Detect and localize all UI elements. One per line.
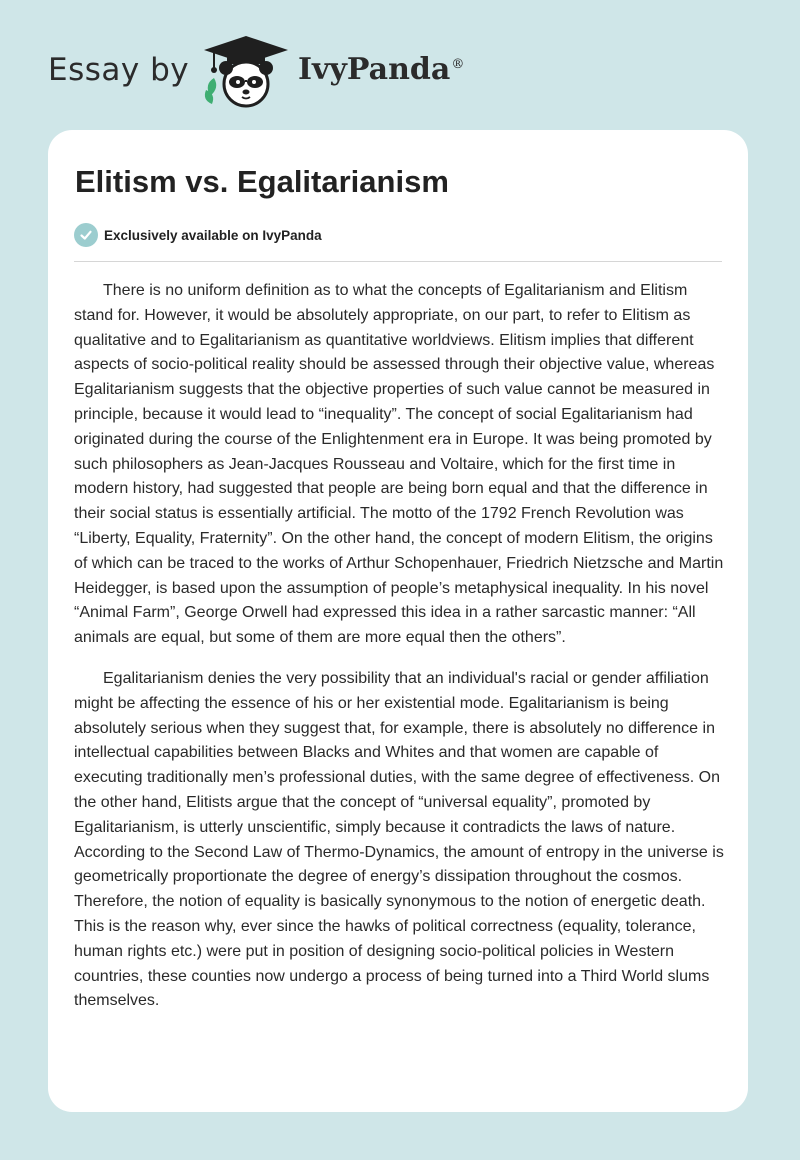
registered-mark: ® [451,57,465,72]
panda-graduate-logo-icon[interactable] [200,34,292,110]
exclusive-badge [74,222,322,248]
check-circle-icon [74,223,98,247]
badge-text: Exclusively available on IvyPanda [104,227,322,243]
essay-body [74,279,724,1030]
brand-prefix: Essay by [48,52,190,88]
essay-card [48,130,748,1112]
paragraph: Egalitarianism denies the very possibility that an individual's racial or gender affiliation might be affecting the essence of his or her existential mode. Egalitarianism is being absolutely serious when they suggest that, for example, there is absolutely no difference in intellectual capabilities between Blacks and Whites and that women are capable of executing traditionally men’s professional duties, with the same degree of effectiveness. On the other hand, Elitists argue that the concept of “universal equality”, promoted by Egalitarianism, is utterly unscientific, simply because it contradicts the laws of nature. According to the Second Law of Thermo-Dynamics, the amount of entropy in the universe is geometrically proportionate the degree of energy’s dissipation throughout the cosmos. Therefore, the notion of equality is basically synonymous to the notion of energetic death. This is the reason why, ever since the hawks of political correctness (equality, tolerance, human rights etc.) were put in position of designing socio-political policies in Western countries, these counties now undergo a process of being turned into a Third World slums themselves. [74,669,724,1010]
site-header [0,0,800,130]
brand-name[interactable]: IvyPanda® [298,52,465,87]
essay-title: Elitism vs. Egalitarianism [75,164,449,199]
divider [74,261,722,262]
paragraph: There is no uniform definition as to what the concepts of Egalitarianism and Elitism stand for. However, it would be absolutely appropriate, on our part, to refer to Elitism as qualitative and to Egalitarianism as quantitative worldviews. Elitism implies that different aspects of socio-political reality should be assessed through their objective value, whereas Egalitarianism suggests that the objective properties of such value cannot be measured in principle, because it would lead to “inequality”. The concept of social Egalitarianism had originated during the course of the Enlightenment era in Europe. It was being promoted by such philosophers as Jean-Jacques Rousseau and Voltaire, which for the first time in modern history, had suggested that people are being born equal and that the difference in their social status is essentially artificial. The motto of the 1792 French Revolution was “Liberty, Equality, Fraternity”. On the other hand, the concept of modern Elitism, the origins of which can be traced to the works of Arthur Schopenhauer, Friedrich Nietzsche and Martin Heidegger, is based upon the assumption of people’s metaphysical inequality. In his novel “Animal Farm”, George Orwell had expressed this idea in a rather sarcastic manner: “All animals are equal, but some of them are more equal then the others”. [74,282,724,647]
